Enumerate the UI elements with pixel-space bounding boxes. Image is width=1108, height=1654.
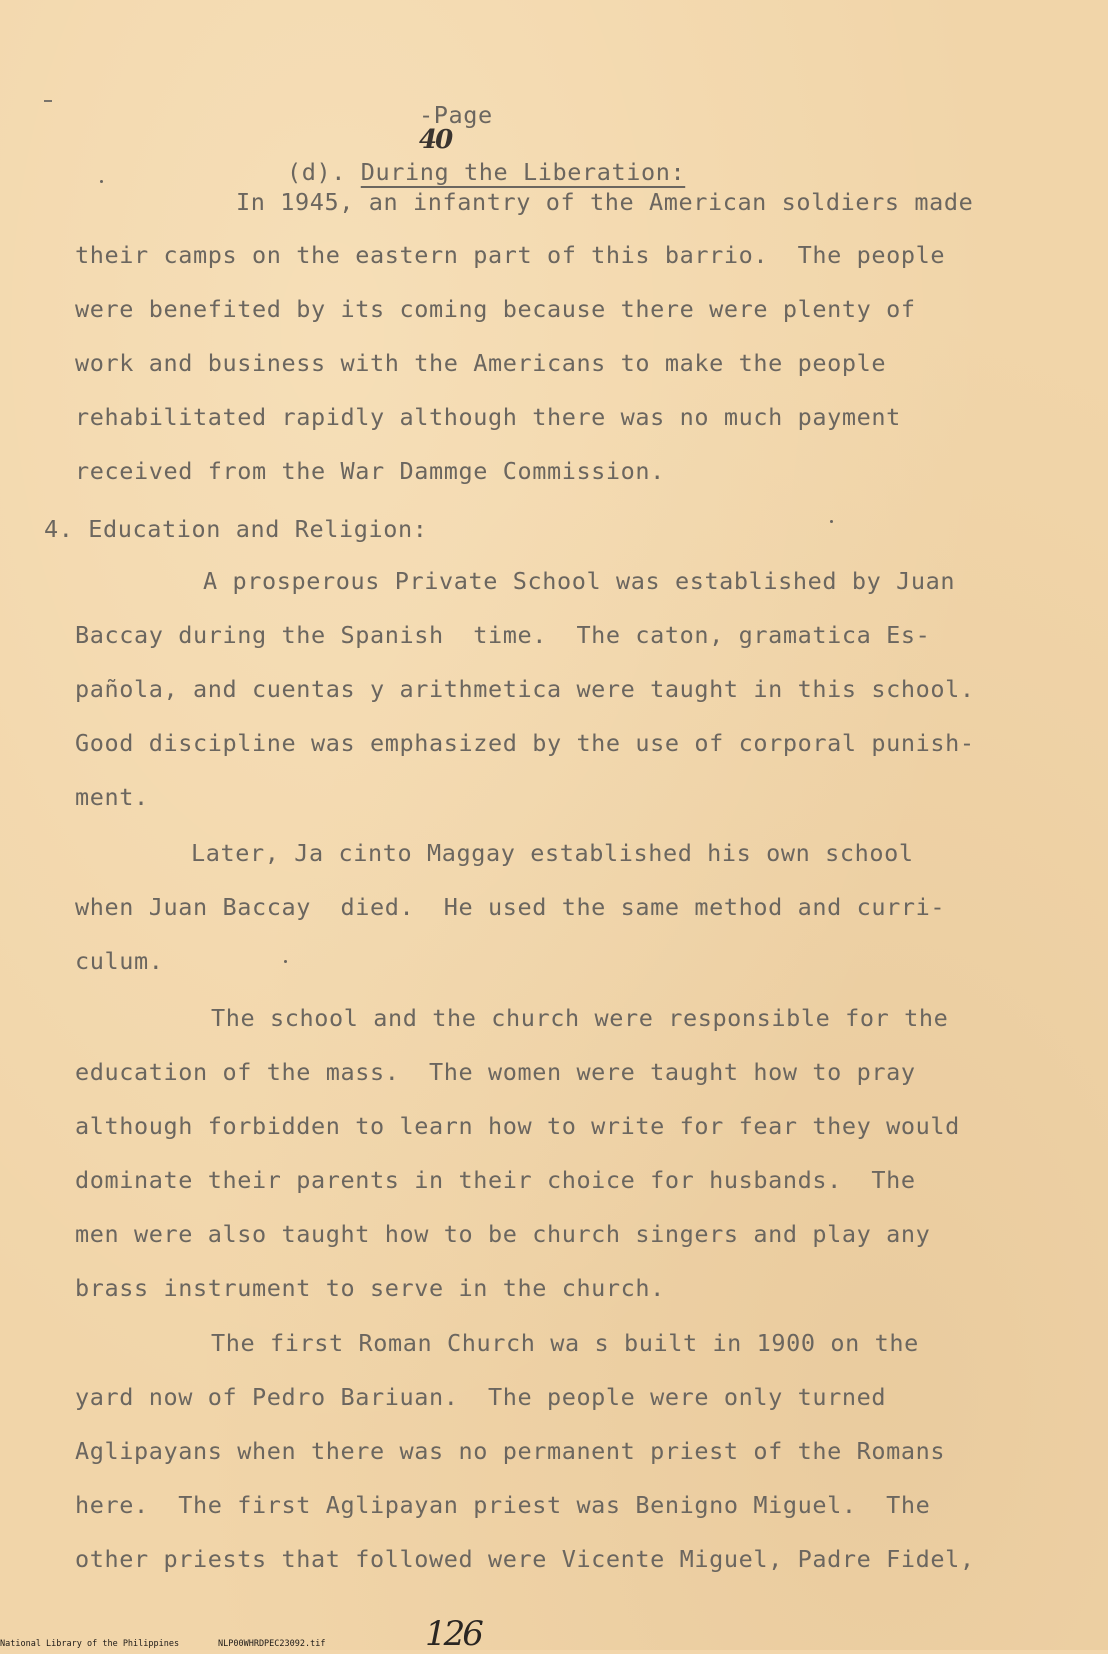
- text-line: Aglipayans when there was no permanent priest of the Romans: [75, 1437, 946, 1465]
- text-line: work and business with the Americans to make the people: [75, 349, 887, 377]
- text-line: Later, Ja cinto Maggay established his own school: [191, 839, 914, 867]
- text-line: brass instrument to serve in the church.: [75, 1274, 665, 1302]
- text-line: were benefited by its coming because there were plenty of: [75, 295, 916, 323]
- text-line: when Juan Baccay died. He used the same method and curri-: [75, 893, 946, 921]
- text-line: ment.: [75, 783, 149, 811]
- ink-speck: [830, 520, 833, 523]
- text-line: A prosperous Private School was established by Juan: [203, 567, 956, 595]
- text-line: Baccay during the Spanish time. The caton, gramatica Es-: [75, 621, 931, 649]
- text-line: yard now of Pedro Bariuan. The people were only turned: [75, 1383, 887, 1411]
- text-line: received from the War Dammge Commission.: [75, 457, 665, 485]
- footer-filename: NLP00WHRDPEC23092.tif: [218, 1639, 326, 1649]
- text-line: dominate their parents in their choice for husbands. The: [75, 1166, 916, 1194]
- text-line: The first Roman Church wa s built in 1900 on the: [211, 1329, 919, 1357]
- text-line: although forbidden to learn how to write for fear they would: [75, 1112, 960, 1140]
- section-label: (d).: [287, 157, 361, 186]
- text-line: rehabilitated rapidly although there was no much payment: [75, 403, 901, 431]
- text-line: pañola, and cuentas y arithmetica were taught in this school.: [75, 675, 975, 703]
- text-line: culum.: [75, 947, 164, 975]
- ink-speck: [284, 960, 287, 963]
- page-number: 40: [419, 125, 452, 155]
- text-line: other priests that followed were Vicente Miguel, Padre Fidel,: [75, 1545, 975, 1573]
- text-line: In 1945, an infantry of the American soldiers made: [236, 188, 974, 216]
- text-line: men were also taught how to be church singers and play any: [75, 1220, 931, 1248]
- ink-speck: [100, 180, 103, 183]
- section-heading-4: 4. Education and Religion:: [44, 515, 428, 543]
- footer-library: National Library of the Philippines: [0, 1639, 180, 1649]
- stray-mark: [44, 100, 52, 102]
- text-line: their camps on the eastern part of this barrio. The people: [75, 241, 946, 269]
- text-line: The school and the church were responsible for the: [211, 1004, 949, 1032]
- text-line: here. The first Aglipayan priest was Benigno Miguel. The: [75, 1491, 931, 1519]
- page-label: -Page: [419, 100, 493, 129]
- handwritten-page-number: 126: [425, 1614, 481, 1654]
- text-line: Good discipline was emphasized by the use of corporal punish-: [75, 729, 975, 757]
- text-line: education of the mass. The women were taught how to pray: [75, 1058, 916, 1086]
- section-title: During the Liberation:: [360, 157, 686, 186]
